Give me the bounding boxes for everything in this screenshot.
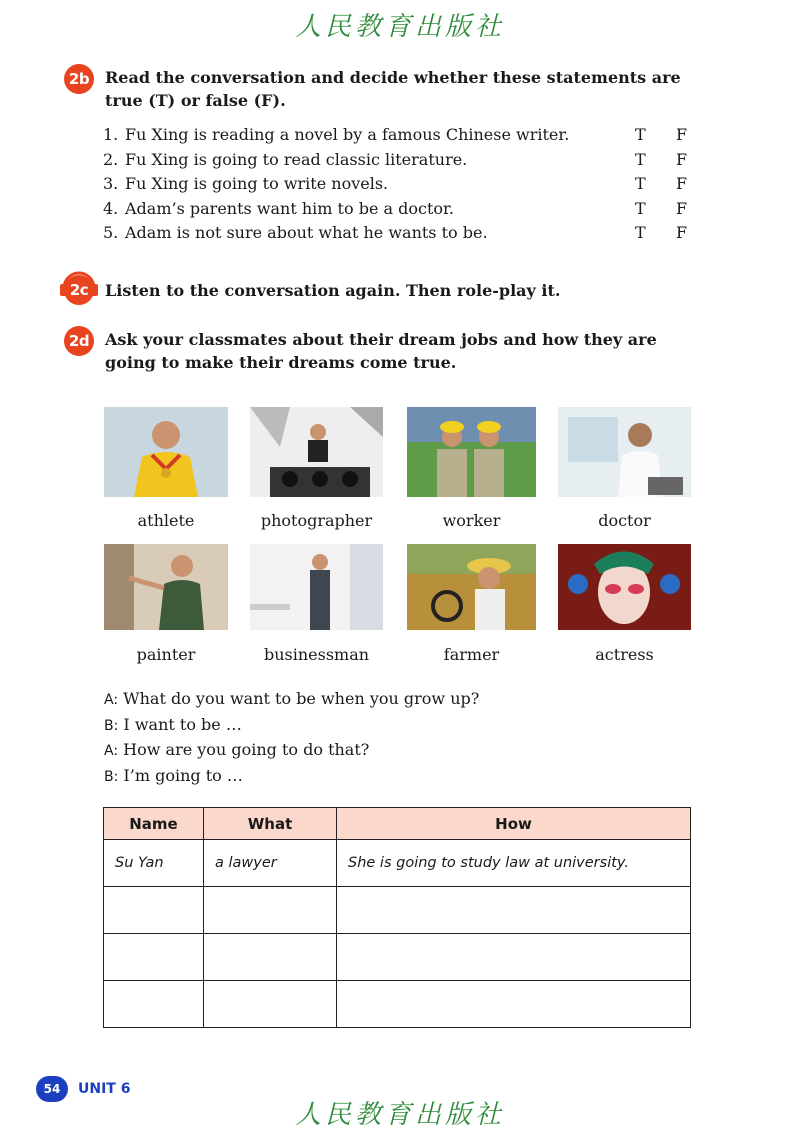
- job-caption: actress: [595, 645, 654, 664]
- athlete-photo: [104, 407, 228, 497]
- section-2b-instruction: Read the conversation and decide whether these statements are true (T) or false (F).: [105, 68, 681, 110]
- statement-number: 2.: [103, 149, 119, 169]
- blank-cell[interactable]: [337, 934, 691, 981]
- false-option[interactable]: F: [676, 125, 688, 144]
- statement-text: Fu Xing is going to read classic literature.: [125, 149, 468, 169]
- publisher-logo-top: 人民教育出版社: [294, 12, 505, 42]
- dialogue-line: [104, 713, 479, 739]
- blank-cell[interactable]: [104, 934, 204, 981]
- speaker-label: B:: [104, 717, 119, 734]
- blank-cell[interactable]: [204, 934, 337, 981]
- blank-cell[interactable]: [204, 887, 337, 934]
- header-how: How: [337, 808, 691, 840]
- true-option[interactable]: T: [635, 223, 646, 242]
- farmer-photo: [407, 544, 536, 630]
- blank-cell[interactable]: [104, 887, 204, 934]
- table-header-row: [104, 808, 691, 840]
- statement-number: 3.: [103, 174, 119, 193]
- statement-text: Adam’s parents want him to be a doctor.: [125, 198, 454, 218]
- statement-text: Fu Xing is reading a novel by a famous Chinese writer.: [125, 125, 570, 144]
- publisher-logo-bottom: 人民教育出版社: [294, 1100, 505, 1130]
- dialogue-text: I’m going to …: [123, 765, 243, 785]
- businessman-photo: [250, 544, 383, 630]
- false-option[interactable]: F: [676, 174, 688, 193]
- photographer-photo: [250, 407, 383, 497]
- dialogue-text: How are you going to do that?: [123, 740, 370, 760]
- page-number-badge: 54: [36, 1076, 68, 1102]
- section-2c-instruction: Listen to the conversation again. Then role-play it.: [105, 281, 561, 300]
- painter-photo: [104, 544, 228, 630]
- true-option[interactable]: T: [635, 149, 646, 169]
- statement-list: [103, 123, 717, 246]
- statement-row: [103, 221, 717, 246]
- job-caption: businessman: [263, 645, 370, 664]
- dialogue-line: [104, 687, 479, 713]
- table-row: [104, 981, 691, 1028]
- speaker-label: B:: [104, 768, 119, 785]
- section-2b-badge: 2b: [64, 64, 94, 94]
- statement-row: [103, 123, 717, 148]
- table-row: [104, 887, 691, 934]
- dialogue-text: I want to be …: [123, 714, 242, 734]
- statement-text: Adam is not sure about what he wants to be.: [125, 223, 488, 242]
- statement-text: Fu Xing is going to write novels.: [125, 174, 389, 193]
- true-option[interactable]: T: [635, 125, 646, 144]
- job-caption: painter: [136, 645, 196, 664]
- example-what: a lawyer: [204, 840, 337, 887]
- dialogue-line: [104, 764, 479, 790]
- worker-photo: [407, 407, 536, 497]
- statement-number: 5.: [103, 223, 119, 242]
- job-caption: photographer: [260, 511, 373, 530]
- header-what: What: [204, 808, 337, 840]
- table-row: [104, 934, 691, 981]
- dialogue-text: What do you want to be when you grow up?: [123, 689, 480, 708]
- statement-number: 1.: [103, 125, 119, 144]
- dialogue-line: [104, 738, 479, 764]
- statement-number: 4.: [103, 198, 119, 218]
- true-option[interactable]: T: [635, 174, 646, 193]
- true-option[interactable]: T: [635, 198, 646, 218]
- example-how: She is going to study law at university.: [337, 840, 691, 887]
- false-option[interactable]: F: [676, 198, 688, 218]
- blank-cell[interactable]: [337, 887, 691, 934]
- dialogue: [104, 687, 479, 789]
- statement-row: [103, 148, 717, 173]
- doctor-photo: [558, 407, 691, 497]
- speaker-label: A:: [104, 692, 119, 708]
- table-row: [104, 840, 691, 887]
- job-caption: doctor: [598, 511, 651, 530]
- section-2d-instruction: Ask your classmates about their dream jobs and how they are going to make their dreams come true.: [105, 330, 657, 372]
- example-name: Su Yan: [104, 840, 204, 887]
- unit-label: UNIT 6: [78, 1081, 131, 1097]
- job-caption: farmer: [443, 645, 500, 664]
- statement-row: [103, 197, 717, 222]
- blank-cell[interactable]: [337, 981, 691, 1028]
- job-caption: worker: [442, 511, 501, 530]
- blank-cell[interactable]: [104, 981, 204, 1028]
- statement-row: [103, 172, 717, 197]
- job-caption: athlete: [137, 511, 195, 530]
- blank-cell[interactable]: [204, 981, 337, 1028]
- header-name: Name: [104, 808, 204, 840]
- speaker-label: A:: [104, 743, 119, 760]
- survey-table: [103, 807, 691, 1028]
- false-option[interactable]: F: [676, 149, 688, 169]
- false-option[interactable]: F: [676, 223, 688, 242]
- section-2d-badge: 2d: [64, 326, 94, 356]
- actress-photo: [558, 544, 691, 630]
- section-2c-badge: 2c: [64, 275, 94, 305]
